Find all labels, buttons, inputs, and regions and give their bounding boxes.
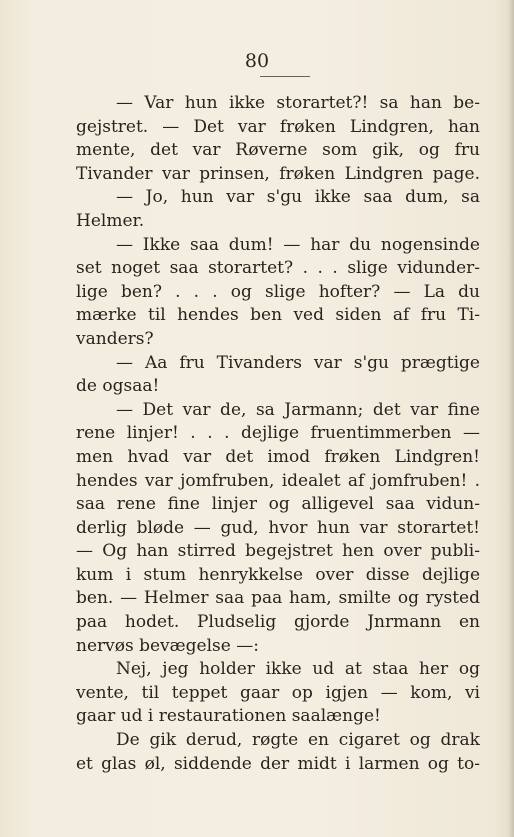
text-line: Nej, jeg holder ikke ud at staa her og [116, 659, 480, 680]
text-line: hendes var jomfruben, idealet af jomfruben! . [76, 470, 480, 491]
text-line: et glas øl, siddende der midt i larmen og to- [76, 753, 480, 774]
text-line: — Ikke saa dum! — har du nogensinde [116, 234, 480, 255]
text-line: paa hodet. Pludselig gjorde Jnrmann en [76, 612, 480, 633]
text-line: kum i stum henrykkelse over disse dejlige [76, 564, 480, 585]
page-number: 80 [244, 50, 270, 72]
body-text [76, 92, 480, 776]
text-line: mærke til hendes ben ved siden af fru Ti- [76, 305, 480, 326]
text-line: — Aa fru Tivanders var s'gu prægtige [116, 352, 480, 373]
text-line: vanders? [76, 328, 154, 349]
page-edge-shadow [508, 0, 514, 837]
text-line: nervøs bevægelse —: [76, 635, 259, 656]
text-line: ben. — Helmer saa paa ham, smilte og rysted [76, 588, 480, 609]
text-line: saa rene fine linjer og alligevel saa vidun- [76, 494, 480, 515]
text-line: Helmer. [76, 210, 145, 231]
text-line: — Jo, hun var s'gu ikke saa dum, sa [116, 187, 480, 208]
text-line: lige ben? . . . og slige hofter? — La du [76, 281, 480, 302]
text-line: gejstret. — Det var frøken Lindgren, han [76, 116, 480, 137]
text-line: rene linjer! . . . dejlige fruentimmerben — [76, 423, 480, 444]
text-line: mente, det var Røverne som gik, og fru [76, 140, 480, 161]
text-line: de ogsaa! [76, 376, 160, 397]
text-line: gaar ud i restaurationen saalænge! [76, 706, 381, 727]
page-number-rule [260, 76, 310, 77]
text-line: — Var hun ikke storartet?! sa han be- [116, 93, 480, 113]
text-line: — Det var de, sa Jarmann; det var fine [116, 399, 480, 420]
text-line: De gik derud, røgte en cigaret og drak [116, 730, 480, 751]
text-line: Tivander var prinsen, frøken Lindgren page. [76, 163, 480, 184]
text-line: men hvad var det imod frøken Lindgren! [76, 446, 480, 467]
text-line: derlig bløde — gud, hvor hun var storartet! [76, 517, 480, 538]
text-line: vente, til teppet gaar op igjen — kom, vi [76, 682, 480, 703]
text-line: set noget saa storartet? . . . slige vidunder- [76, 258, 480, 279]
text-line: — Og han stirred begejstret hen over publi- [76, 541, 480, 562]
